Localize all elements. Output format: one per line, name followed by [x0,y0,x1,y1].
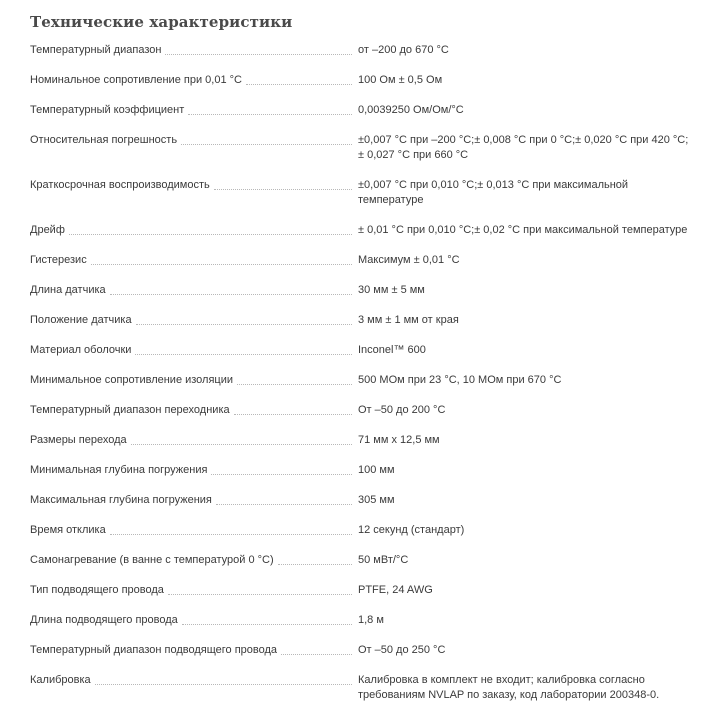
spec-row [30,671,690,703]
spec-value: От –50 до 250 °C [358,644,446,656]
spec-name: Положение датчика [30,314,132,326]
spec-name: Температурный коэффициент [30,104,185,116]
dotted-leader [69,234,352,235]
spec-name-cell [30,133,352,148]
dotted-leader [168,594,352,595]
spec-value: ± 0,01 °C при 0,010 °C;± 0,02 °C при максимальной температуре [358,224,688,236]
dotted-leader [234,414,352,415]
spec-value: 3 мм ± 1 мм от края [358,314,459,326]
spec-row [30,611,690,628]
spec-value: 1,8 м [358,614,384,626]
spec-row [30,131,690,163]
spec-row [30,281,690,298]
spec-row [30,311,690,328]
spec-name-cell [30,403,352,418]
spec-value: 100 мм [358,464,395,476]
spec-name-cell [30,283,352,298]
spec-row [30,491,690,508]
spec-value: ±0,007 °C при 0,010 °C;± 0,013 °C при максимальной температуре [358,179,629,206]
dotted-leader [214,189,352,190]
spec-name-cell [30,463,352,478]
spec-name: Калибровка [30,674,91,686]
spec-name-cell [30,643,352,658]
spec-name: Размеры перехода [30,434,127,446]
dotted-leader [135,354,352,355]
spec-name: Длина подводящего провода [30,614,178,626]
spec-name: Температурный диапазон переходника [30,404,230,416]
spec-name: Гистерезис [30,254,87,266]
spec-row [30,71,690,88]
spec-name-cell [30,73,352,88]
dotted-leader [95,684,352,685]
dotted-leader [136,324,352,325]
spec-row [30,371,690,388]
dotted-leader [246,84,352,85]
spec-value: 0,0039250 Ом/Ом/°C [358,104,464,116]
spec-name: Минимальное сопротивление изоляции [30,374,234,386]
spec-name-cell [30,103,352,118]
spec-name: Максимальная глубина погружения [30,494,212,506]
spec-value: 30 мм ± 5 мм [358,284,425,296]
spec-name-cell [30,178,352,193]
spec-name-cell [30,493,352,508]
spec-name: Минимальная глубина погружения [30,464,208,476]
spec-value: Калибровка в комплект не входит; калибровка согласно требованиям NVLAP по заказу, код лаборатории 200348-0. [358,674,660,701]
spec-name: Дрейф [30,224,65,236]
spec-name: Краткосрочная воспроизводимость [30,179,210,191]
dotted-leader [91,264,352,265]
dotted-leader [165,54,352,55]
spec-name: Относительная погрешность [30,134,178,146]
spec-name-cell [30,253,352,268]
spec-value: 500 МОм при 23 °C, 10 МОм при 670 °C [358,374,562,386]
dotted-leader [110,294,352,295]
spec-name: Материал оболочки [30,344,132,356]
spec-name: Номинальное сопротивление при 0,01 °C [30,74,242,86]
dotted-leader [181,144,352,145]
spec-value: от –200 до 670 °C [358,44,449,56]
dotted-leader [188,114,352,115]
dotted-leader [110,534,352,535]
spec-name-cell [30,583,352,598]
spec-row [30,551,690,568]
spec-name-cell [30,313,352,328]
spec-row [30,341,690,358]
dotted-leader [278,564,352,565]
spec-name-cell [30,343,352,358]
spec-name-cell [30,223,352,238]
spec-name: Температурный диапазон подводящего провода [30,644,278,656]
spec-name-cell [30,373,352,388]
spec-name-cell [30,43,352,58]
spec-name-cell [30,673,352,688]
spec-name: Температурный диапазон [30,44,162,56]
spec-value: 50 мВт/°C [358,554,409,566]
spec-row [30,251,690,268]
spec-name-cell [30,553,352,568]
spec-row [30,221,690,238]
spec-name: Время отклика [30,524,106,536]
specs-table [30,41,690,716]
spec-row [30,581,690,598]
spec-name: Длина датчика [30,284,106,296]
dotted-leader [281,654,352,655]
spec-row [30,401,690,418]
dotted-leader [211,474,352,475]
spec-value: 71 мм x 12,5 мм [358,434,440,446]
spec-value: Максимум ± 0,01 °C [358,254,460,266]
spec-value: 12 секунд (стандарт) [358,524,465,536]
spec-name-cell [30,433,352,448]
spec-value: ±0,007 °C при –200 °C;± 0,008 °C при 0 °C;± 0,020 °C при 420 °C; ± 0,027 °C при 660 °C [358,134,689,161]
dotted-leader [182,624,352,625]
spec-row [30,461,690,478]
spec-name: Самонагревание (в ванне с температурой 0 °C) [30,554,274,566]
spec-value: 305 мм [358,494,395,506]
spec-row [30,176,690,208]
spec-name-cell [30,523,352,538]
spec-row [30,521,690,538]
spec-value: От –50 до 200 °C [358,404,446,416]
spec-row [30,431,690,448]
spec-row [30,641,690,658]
spec-row [30,101,690,118]
spec-name-cell [30,613,352,628]
spec-name: Тип подводящего провода [30,584,164,596]
page-title: Технические характеристики [30,13,293,31]
spec-value: Inconel™ 600 [358,344,426,356]
spec-value: 100 Ом ± 0,5 Ом [358,74,443,86]
dotted-leader [216,504,352,505]
dotted-leader [237,384,352,385]
spec-value: PTFE, 24 AWG [358,584,433,596]
spec-row [30,41,690,58]
dotted-leader [131,444,352,445]
